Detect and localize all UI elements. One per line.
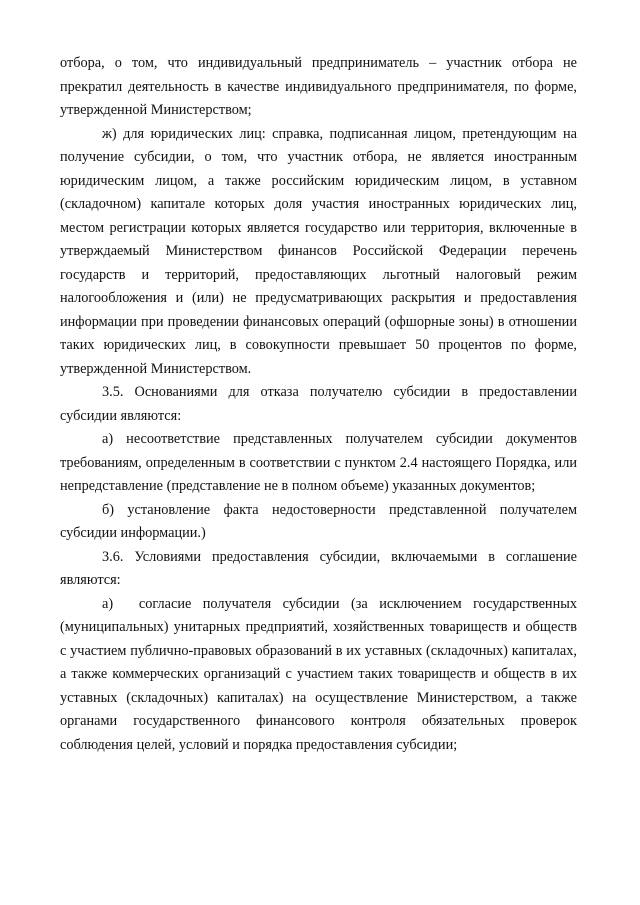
paragraph-3-5: 3.5. Основаниями для отказа получателю субсидии в предоставлении субсидии являются:	[60, 384, 577, 424]
paragraph-continuation: отбора, о том, что индивидуальный предприниматель – участник отбора не прекратил деятельность в качестве индивидуального предпринимателя, по форме, утвержденной Министерством;	[60, 55, 577, 118]
paragraph-3-5-item-b: б) установление факта недостоверности представленной получателем субсидии информации.)	[60, 501, 577, 541]
paragraph-3-6: 3.6. Условиями предоставления субсидии, включаемыми в соглашение являются:	[60, 548, 577, 588]
document-body	[60, 52, 577, 757]
paragraph-3-6-item-a: а) согласие получателя субсидии (за исключением государственных (муниципальных) унитарных предприятий, хозяйственных товариществ и обществ с участием публично-правовых образований в их уставных (складочных) капиталах, а также коммерческих организаций с участием таких товариществ и обществ в их уставных (складочных) капиталах) на осуществление Министерством, а также органами государственного финансового контроля обязательных проверок соблюдения целей, условий и порядка предоставления субсидии;	[60, 595, 577, 753]
paragraph-item-zh: ж) для юридических лиц: справка, подписанная лицом, претендующим на получение субсидии, о том, что участник отбора, не является иностранным юридическим лицом, а также российским юридическим лицом, в уставном (складочном) капитале которых доля участия иностранных юридических лиц, местом регистрации которых является государство или территория, включенные в утверждаемый Министерством финансов Российской Федерации перечень государств и территорий, предоставляющих льготный налоговый режим налогообложения и (или) не предусматривающих раскрытия и предоставления информации при проведении финансовых операций (офшорные зоны) в отношении таких юридических лиц, в совокупности превышает 50 процентов по форме, утвержденной Министерством.	[60, 125, 577, 377]
paragraph-3-5-item-a: а) несоответствие представленных получателем субсидии документов требованиям, определенным в соответствии с пунктом 2.4 настоящего Порядка, или непредставление (представление не в полном объеме) указанных документов;	[60, 431, 577, 494]
